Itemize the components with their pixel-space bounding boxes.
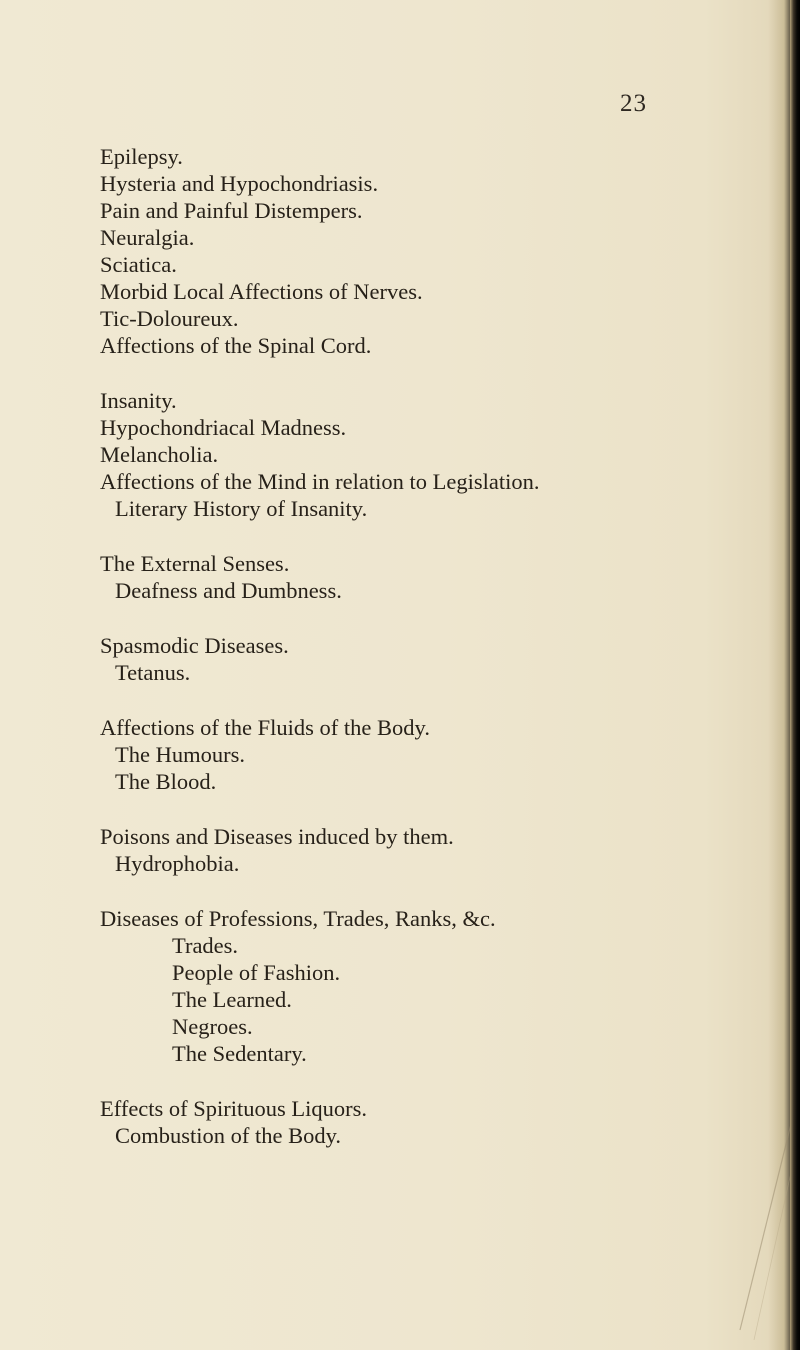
entry-sedentary: The Sedentary. (172, 1041, 307, 1066)
entry-deafness: Deafness and Dumbness. (115, 578, 342, 603)
entry-hysteria: Hysteria and Hypochondriasis. (100, 171, 379, 196)
entry-epilepsy: Epilepsy. (100, 144, 183, 169)
entry-negroes: Negroes. (172, 1014, 253, 1039)
entry-spasmodic: Spasmodic Diseases. (100, 633, 289, 658)
page-number: 23 (620, 90, 647, 117)
entry-blood: The Blood. (115, 769, 217, 794)
entry-morbid-local-affections: Morbid Local Affections of Nerves. (100, 279, 423, 304)
entry-tetanus: Tetanus. (115, 660, 191, 685)
entry-combustion: Combustion of the Body. (115, 1123, 342, 1148)
entry-external-senses: The External Senses. (100, 551, 290, 576)
entry-tic-doloureux: Tic-Doloureux. (100, 306, 239, 331)
entry-mind-legislation: Affections of the Mind in relation to Legislation. (100, 469, 540, 494)
entry-insanity: Insanity. (100, 388, 177, 413)
entry-humours: The Humours. (115, 742, 245, 767)
entry-fluids: Affections of the Fluids of the Body. (100, 715, 430, 740)
page-binding-edge (790, 0, 800, 1350)
entry-professions: Diseases of Professions, Trades, Ranks, &c. (100, 906, 496, 931)
entry-spinal-cord: Affections of the Spinal Cord. (100, 333, 372, 358)
entry-trades: Trades. (172, 933, 239, 958)
entry-literary-history: Literary History of Insanity. (115, 496, 368, 521)
entry-hydrophobia: Hydrophobia. (115, 851, 240, 876)
entry-neuralgia: Neuralgia. (100, 225, 195, 250)
entry-poisons: Poisons and Diseases induced by them. (100, 824, 454, 849)
entry-hypochondriacal-madness: Hypochondriacal Madness. (100, 415, 347, 440)
entry-learned: The Learned. (172, 987, 292, 1012)
entry-people-of-fashion: People of Fashion. (172, 960, 341, 985)
entry-spirituous-liquors: Effects of Spirituous Liquors. (100, 1096, 368, 1121)
entry-pain: Pain and Painful Distempers. (100, 198, 363, 223)
entry-sciatica: Sciatica. (100, 252, 177, 277)
entry-melancholia: Melancholia. (100, 442, 219, 467)
